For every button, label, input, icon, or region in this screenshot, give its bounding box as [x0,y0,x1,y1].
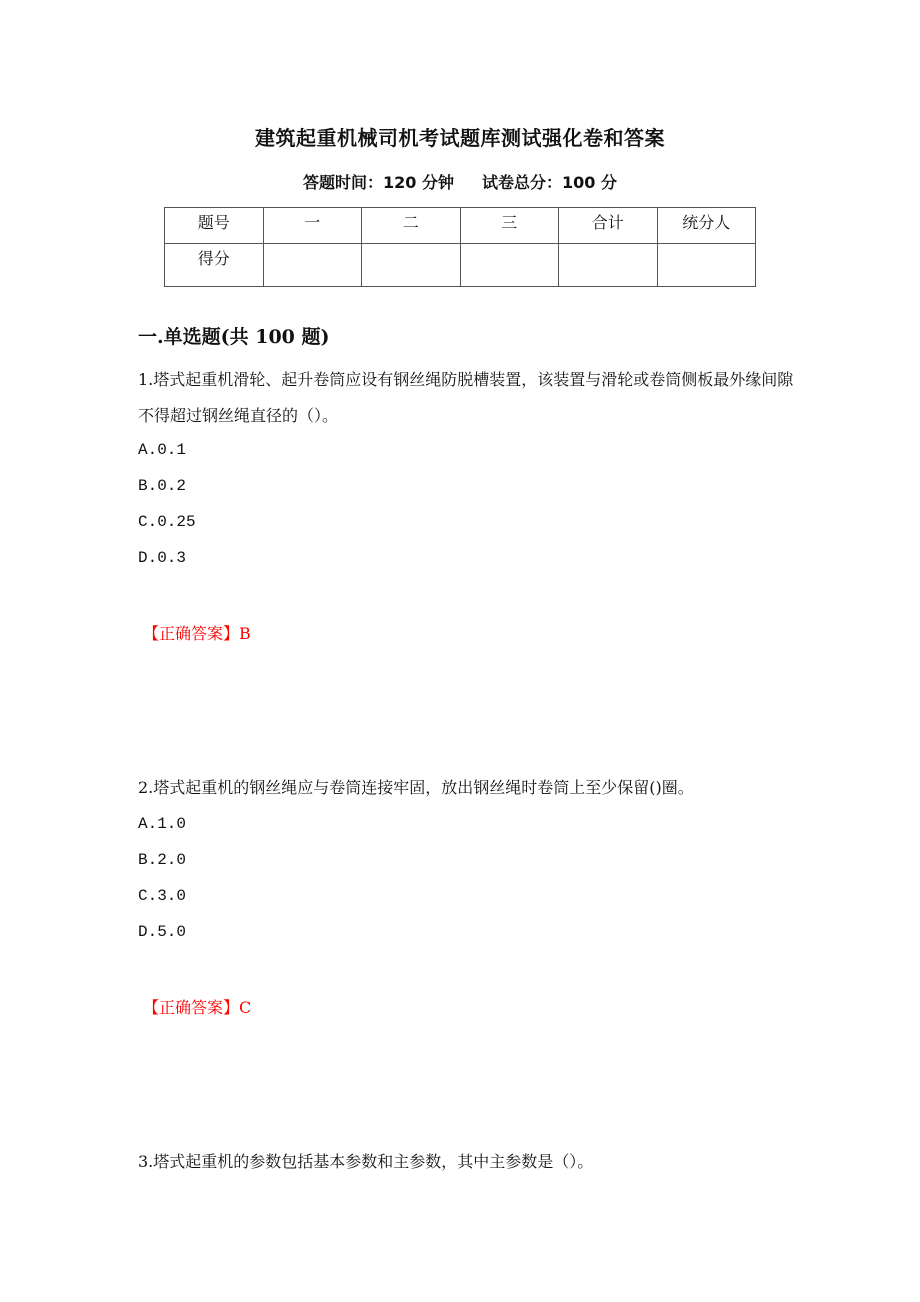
question-option: B.0.2 [138,477,187,495]
score-table-cell [362,244,461,287]
score-table-cell: 三 [460,208,559,244]
question-option: A.1.0 [138,815,187,833]
exam-meta [0,170,920,193]
question-text: 2.塔式起重机的钢丝绳应与卷筒连接牢固，放出钢丝绳时卷筒上至少保留()圈。 [138,778,694,797]
question-option: C.0.25 [138,513,196,531]
score-table-cell: 统分人 [657,208,756,244]
score-table-cell: 一 [263,208,362,244]
question-option: B.2.0 [138,851,187,869]
question-option: D.0.3 [138,549,187,567]
score-table-cell: 合计 [559,208,658,244]
section-title: 一.单选题(共 100 题) [138,326,330,348]
score-table-score-row [165,244,756,287]
document-title: 建筑起重机械司机考试题库测试强化卷和答案 [255,126,665,150]
question-option: C.3.0 [138,887,187,905]
score-table-header-row [165,208,756,244]
score-table [164,207,756,287]
correct-answer: 【正确答案】C [143,998,252,1017]
score-table-cell: 得分 [165,244,264,287]
score-table-cell: 二 [362,208,461,244]
question-text: 1.塔式起重机滑轮、起升卷筒应设有钢丝绳防脱槽装置，该装置与滑轮或卷筒侧板最外缘间隙不得超过钢丝绳直径的（）。 [138,370,794,425]
correct-answer: 【正确答案】B [143,624,251,643]
exam-time: 答题时间：120 分钟 [303,173,454,192]
score-table-cell [460,244,559,287]
score-table-cell: 题号 [165,208,264,244]
question-option: D.5.0 [138,923,187,941]
question-option: A.0.1 [138,441,187,459]
exam-total-score: 试卷总分：100 分 [482,173,617,192]
score-table-cell [559,244,658,287]
score-table-cell [657,244,756,287]
score-table-cell [263,244,362,287]
question-text: 3.塔式起重机的参数包括基本参数和主参数，其中主参数是（）。 [138,1152,594,1171]
